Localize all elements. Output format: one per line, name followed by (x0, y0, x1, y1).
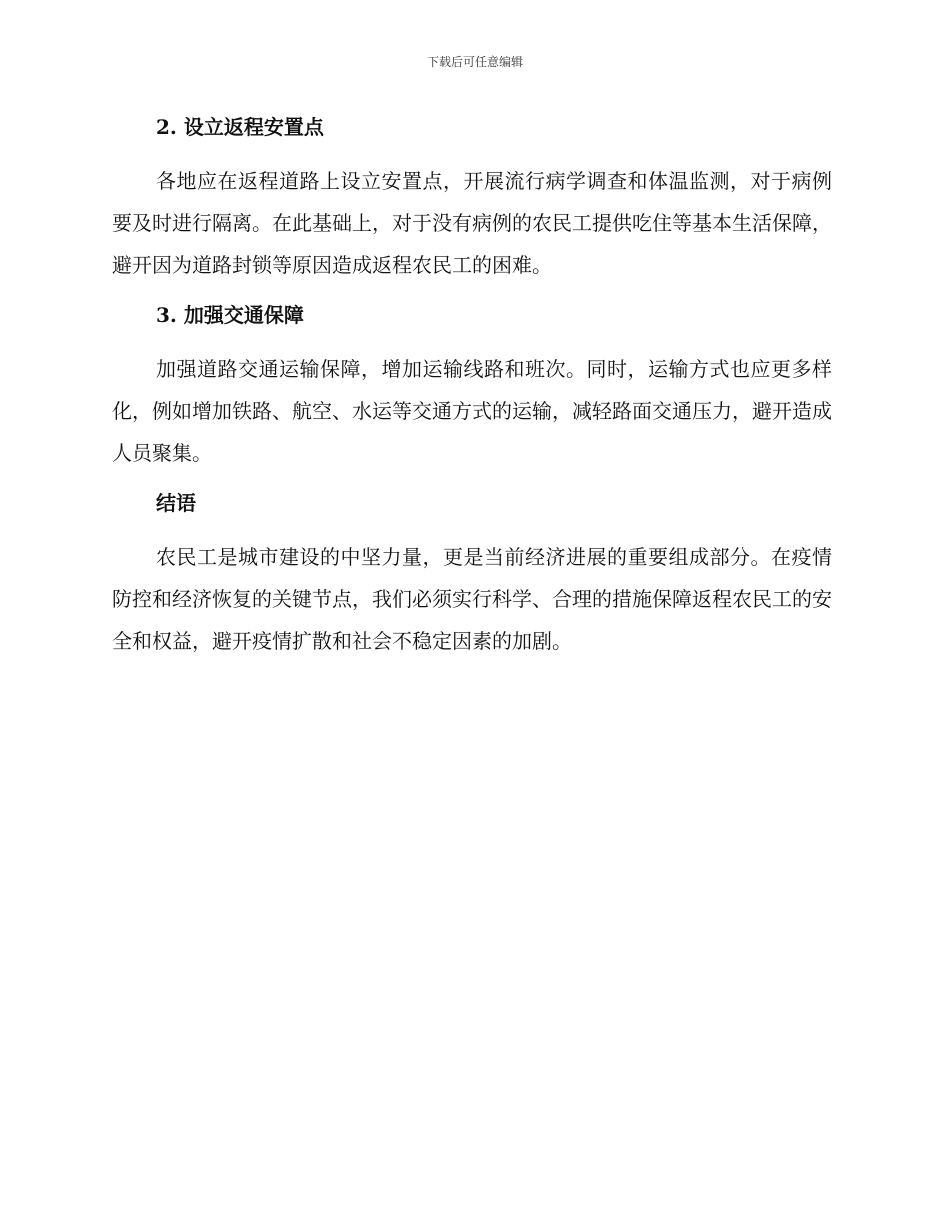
page-header: 下载后可任意编辑 (426, 55, 523, 69)
section-heading-resettlement: 2. 设立返程安置点 (156, 115, 324, 139)
section-paragraph-resettlement: 各地应在返程道路上设立安置点，开展流行病学调查和体温监测，对于病例要及时进行隔离。在此基础上，对于没有病例的农民工提供吃住等基本生活保障，避开因为道路封锁等原因造成返程农民工的困难。 (112, 169, 832, 277)
section-paragraph-conclusion: 农民工是城市建设的中坚力量，更是当前经济进展的重要组成部分。在疫情防控和经济恢复的关键节点，我们必须实行科学、合理的措施保障返程农民工的安全和权益，避开疫情扩散和社会不稳定因素的加剧。 (112, 545, 832, 653)
section-heading-transport: 3. 加强交通保障 (156, 303, 304, 327)
section-paragraph-transport: 加强道路交通运输保障，增加运输线路和班次。同时，运输方式也应更多样化，例如增加铁路、航空、水运等交通方式的运输，减轻路面交通压力，避开造成人员聚集。 (112, 357, 832, 465)
section-heading-conclusion: 结语 (156, 491, 196, 515)
document-body (112, 112, 832, 662)
